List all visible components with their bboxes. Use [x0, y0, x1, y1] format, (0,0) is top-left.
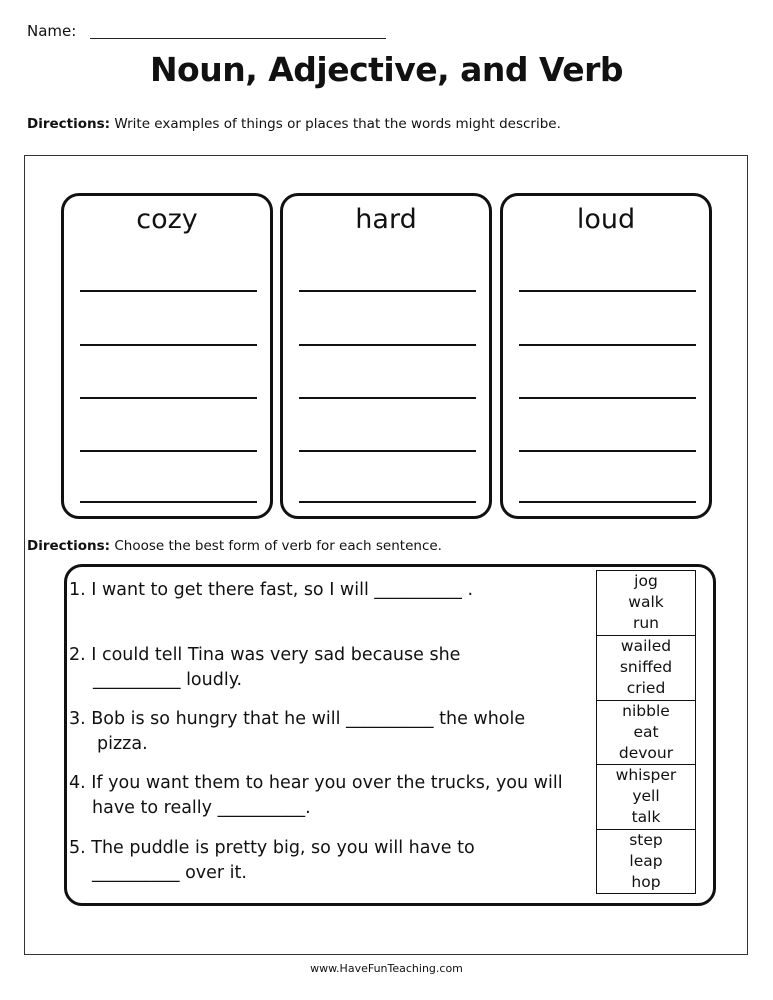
choice-word: eat — [633, 722, 659, 741]
directions-2 — [27, 538, 442, 554]
answer-line[interactable] — [80, 450, 257, 452]
word-box-cozy — [61, 193, 273, 519]
word-cozy: cozy — [136, 204, 198, 235]
directions-1 — [27, 116, 561, 132]
word-box-hard — [280, 193, 492, 519]
choice-word: cried — [626, 679, 666, 698]
directions-1-text: Write examples of things or places that the words might describe. — [110, 116, 561, 132]
choice-word: run — [632, 614, 660, 632]
choice-word: sniffed — [619, 658, 673, 677]
word-loud: loud — [576, 204, 636, 235]
answer-line[interactable] — [299, 344, 476, 346]
choice-group-2 — [597, 635, 695, 700]
answer-line[interactable] — [519, 501, 696, 503]
page-title: Noun, Adjective, and Verb — [149, 50, 624, 89]
name-line[interactable] — [90, 38, 386, 39]
footer-website[interactable]: www.HaveFunTeaching.com — [310, 962, 463, 975]
sentence-2-line2: __________ loudly. — [93, 670, 243, 690]
choice-word: whisper — [615, 766, 677, 785]
sentence-1 — [69, 578, 473, 603]
choice-word: wailed — [620, 637, 672, 656]
choice-group-4 — [597, 764, 695, 829]
choice-word: nibble — [622, 701, 670, 720]
directions-2-text: Choose the best form of verb for each sentence. — [110, 538, 442, 554]
answer-line[interactable] — [299, 290, 476, 292]
answer-line[interactable] — [299, 501, 476, 503]
sentence-3 — [69, 707, 525, 757]
choice-word: jog — [634, 572, 658, 590]
answer-line[interactable] — [519, 450, 696, 452]
sentence-4 — [69, 771, 563, 821]
answer-line[interactable] — [519, 397, 696, 399]
answer-line[interactable] — [80, 344, 257, 346]
choice-word: yell — [632, 787, 660, 806]
choice-group-5 — [597, 829, 695, 894]
choice-word: hop — [631, 872, 661, 891]
choice-word: devour — [618, 743, 674, 762]
sentence-4-line1: 4. If you want them to hear you over the trucks, you will — [69, 773, 563, 793]
sentence-2-line1: 2. I could tell Tina was very sad because she — [69, 645, 461, 665]
answer-line[interactable] — [80, 501, 257, 503]
word-choice-column — [596, 570, 696, 894]
word-box-loud — [500, 193, 712, 519]
word-hard: hard — [355, 204, 417, 235]
choice-group-3 — [597, 700, 695, 765]
choice-word: talk — [631, 808, 661, 827]
sentence-5-line2: __________ over it. — [92, 863, 247, 883]
sentence-5-line1: 5. The puddle is pretty big, so you will have to — [69, 838, 475, 858]
answer-line[interactable] — [519, 344, 696, 346]
choice-word: leap — [629, 851, 663, 870]
answer-line[interactable] — [80, 290, 257, 292]
directions-2-label: Directions: — [27, 538, 111, 554]
sentence-2 — [69, 643, 460, 693]
sentence-4-line2: have to really __________. — [92, 798, 311, 818]
answer-line[interactable] — [299, 450, 476, 452]
choice-word: walk — [628, 593, 664, 611]
sentence-5 — [69, 836, 475, 886]
sentence-3-line1: 3. Bob is so hungry that he will __________ the whole — [69, 709, 526, 729]
sentence-3-line2: pizza. — [97, 734, 148, 754]
choice-group-1 — [597, 571, 695, 636]
sentence-1-text: 1. I want to get there fast, so I will __________ . — [69, 580, 474, 600]
answer-line[interactable] — [299, 397, 476, 399]
name-label: Name: — [27, 22, 77, 40]
answer-line[interactable] — [519, 290, 696, 292]
directions-1-label: Directions: — [27, 116, 111, 132]
choice-word: step — [629, 830, 663, 849]
answer-line[interactable] — [80, 397, 257, 399]
